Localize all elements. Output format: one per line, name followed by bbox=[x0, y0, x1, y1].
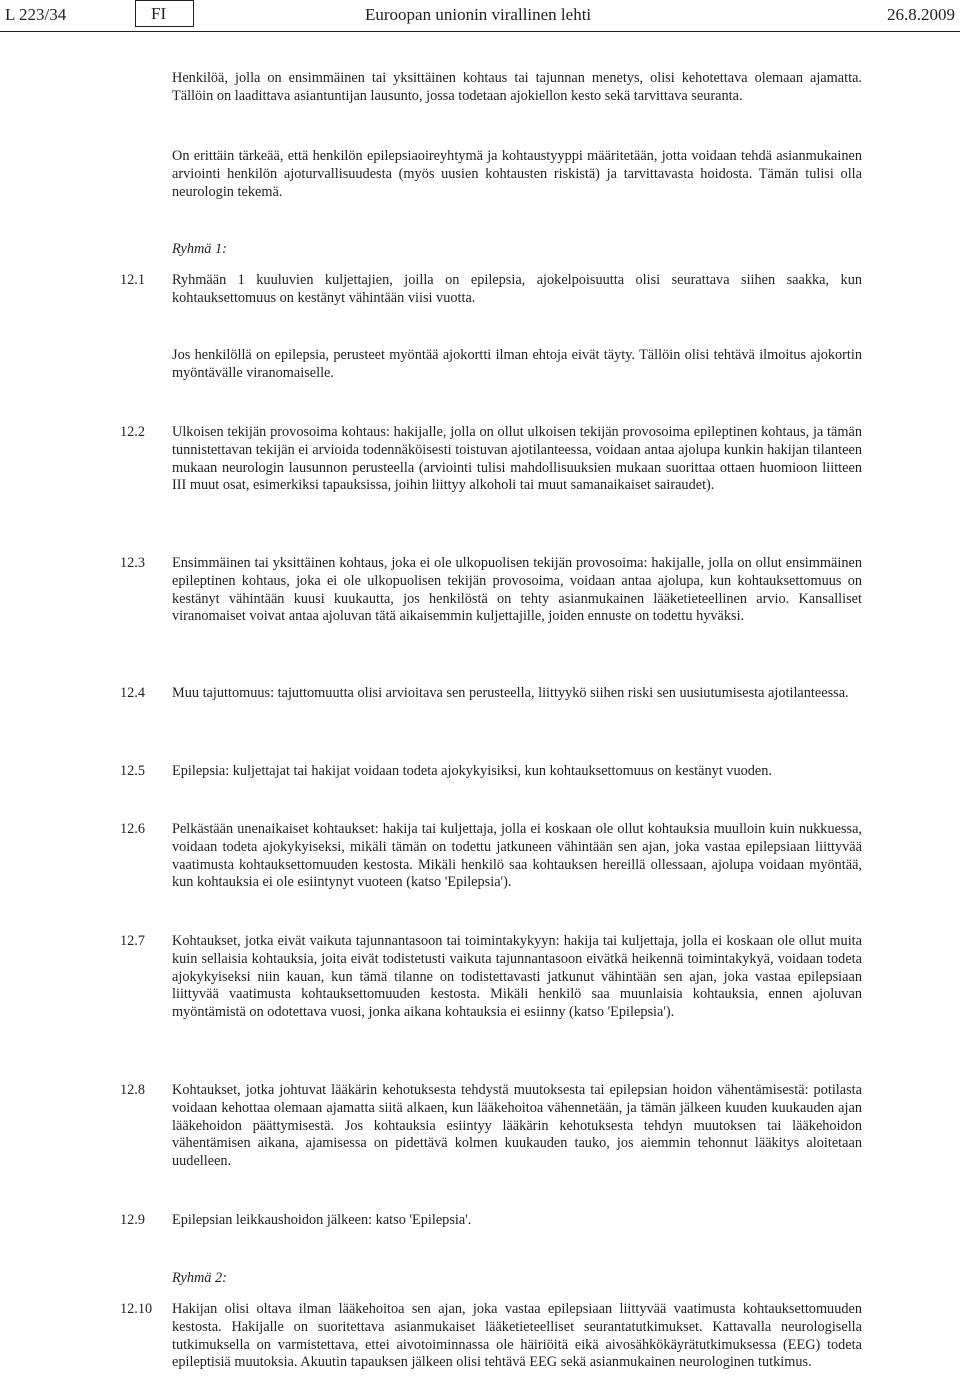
item-number: 12.1 bbox=[120, 272, 146, 288]
group-1-heading: Ryhmä 1: bbox=[172, 241, 227, 257]
group-2-heading: Ryhmä 2: bbox=[172, 1270, 227, 1286]
intro-paragraph-1: Henkilöä, jolla on ensimmäinen tai yksittäinen kohtaus tai tajunnan menetys, olisi kehotettava olemaan ajamatta. Tällöin on laadittava asiantuntijan lausunto, jossa todetaan ajokiellon kesto sekä tarvittava seuranta. bbox=[172, 70, 862, 104]
item-number: 12.9 bbox=[120, 1212, 146, 1228]
intro-paragraph-2: On erittäin tärkeää, että henkilön epilepsiaoireyhtymä ja kohtaustyyppi määritetään, jotta voidaan tehdä asianmukainen arviointi henkilön ajoturvallisuudesta (myös uusien kohtausten riskistä) ja tarvittavasta hoidosta. Tämän tulisi olla neurologin tekemä. bbox=[172, 148, 862, 200]
page-header bbox=[0, 0, 960, 36]
item-number: 12.4 bbox=[120, 685, 146, 701]
item-number: 12.5 bbox=[120, 763, 146, 779]
item-text: Epilepsian leikkaushoidon jälkeen: katso 'Epilepsia'. bbox=[172, 1212, 472, 1228]
item-number: 12.7 bbox=[120, 933, 146, 949]
language-badge bbox=[135, 0, 194, 27]
item-number: 12.3 bbox=[120, 555, 146, 571]
item-number: 12.2 bbox=[120, 424, 146, 440]
header-rule bbox=[0, 31, 960, 32]
item-text: Kohtaukset, jotka eivät vaikuta tajunnantasoon tai toimintakykyyn: hakija tai kuljettaja, jolla ei koskaan ole ollut muita kuin sellaisia kohtauksia, joita eivät todistetusti vaikuta tajunnantasoon eivätkä heikennä toimintakykyä, voidaan todeta ajokykyiseksi niin kauan, kun tämä tilanne on todistettavasti jatkunut vähintään sen ajan, joka vastaa epilepsiaan liittyvää vaatimusta kohtauksettomuuden kestosta. Mikäli henkilö saa muunlaisia kohtauksia, ennen ajoluvan myöntämistä on odotettava vuosi, jonka aikana kohtauksia ei esiinny (katso 'Epilepsia'). bbox=[172, 933, 862, 1021]
item-extra-text: Jos henkilöllä on epilepsia, perusteet myöntää ajokortti ilman ehtoja eivät täyty. Tällöin olisi tehtävä ilmoitus ajokortin myöntävälle viranomaiselle. bbox=[172, 347, 862, 381]
page-number: L 223/34 bbox=[5, 5, 67, 24]
item-text: Kohtaukset, jotka johtuvat lääkärin kehotuksesta tehdystä muutoksesta tai epilepsian hoidon vähentämisestä: potilasta voidaan kehottaa olemaan ajamatta siitä alkaen, kun lääkehoitoa vähennetään, ja tämän jälkeen kuuden kuukauden ajan lääkehoidon päättymisestä. Jos kohtauksia esiintyy lääkärin kehotuksesta tehdyn muutoksen tai lääkehoidon vähentämisen aikana, ajamisessa on pidettävä kolmen kuukauden tauko, jos aiemmin tehonnut lääkitys aloitetaan uudelleen. bbox=[172, 1082, 862, 1170]
item-text: Ensimmäinen tai yksittäinen kohtaus, joka ei ole ulkopuolisen tekijän provosoima: hakijalle, jolla on ollut ensimmäinen epileptinen kohtaus, joka ei ole ulkopuolisen tekijän provosoima, voidaan antaa ajolupa, kun kohtauksettomuus on kestänyt vähintään kuusi kuukautta, jos henkilöstä on tehty asianmukainen lääketieteellinen arvio. Kansalliset viranomaiset voivat antaa ajoluvan tätä aikaisemmin kuljettajille, joiden ennuste on todettu hyväksi. bbox=[172, 555, 862, 625]
item-text: Ryhmään 1 kuuluvien kuljettajien, joilla on epilepsia, ajokelpoisuutta olisi seurattava siihen saakka, kun kohtauksettomuus on kestänyt vähintään viisi vuotta. bbox=[172, 272, 862, 306]
item-number: 12.8 bbox=[120, 1082, 146, 1098]
publication-date: 26.8.2009 bbox=[887, 5, 955, 24]
journal-title: Euroopan unionin virallinen lehti bbox=[365, 5, 592, 24]
item-text: Ulkoisen tekijän provosoima kohtaus: hakijalle, jolla on ollut ulkoisen tekijän provosoima epileptinen kohtaus, ja tämän tunnistettavan tekijän ei arvioida todennäköisesti toistuvan ajotilanteessa, voidaan antaa ajolupa kunkin hakijan tilanteen mukaan neurologin lausunnon perusteella (arviointi tulisi mahdollisuuksien mukaan suorittaa ottaen huomioon liitteen III muut osat, esimerkiksi tapauksissa, joihin liittyy alkoholi tai muut samanaikaiset sairaudet). bbox=[172, 424, 862, 494]
language-code: FI bbox=[151, 4, 167, 23]
item-number: 12.6 bbox=[120, 821, 146, 837]
item-number: 12.10 bbox=[120, 1301, 153, 1317]
item-text: Pelkästään unenaikaiset kohtaukset: hakija tai kuljettaja, jolla ei koskaan ole ollut kohtauksia muulloin kuin nukkuessa, voidaan todeta ajokykyiseksi, mikäli tämän on todettu jatkuneen vähintään sen ajan, joka vastaa epilepsiaan liittyvää vaatimusta kohtauksettomuuden kestosta. Mikäli henkilö saa kohtauksen hereillä ollessaan, ajolupa voidaan myöntää, kun kohtauksia ei ole esiintynyt vuoteen (katso 'Epilepsia'). bbox=[172, 821, 862, 891]
item-text: Muu tajuttomuus: tajuttomuutta olisi arvioitava sen perusteella, liittyykö siihen riski sen uusiutumisesta ajotilanteessa. bbox=[172, 685, 849, 701]
item-text: Hakijan olisi oltava ilman lääkehoitoa sen ajan, joka vastaa epilepsiaan liittyvää vaatimusta kohtauksettomuuden kestosta. Hakijalle on suoritettava asianmukaiset lääketieteelliset seurantatutkimukset. Kattavalla neurologisella tutkimuksella on varmistettava, ettei aivotoiminnassa ole häiriöitä eikä aivosähkökäyrätutkimuksessa (EEG) todeta epileptisiä muutoksia. Akuutin tapauksen jälkeen olisi tehtävä EEG sekä asianmukainen neurologinen tutkimus. bbox=[172, 1301, 862, 1371]
item-text: Epilepsia: kuljettajat tai hakijat voidaan todeta ajokykyisiksi, kun kohtauksettomuus on kestänyt vuoden. bbox=[172, 763, 772, 779]
